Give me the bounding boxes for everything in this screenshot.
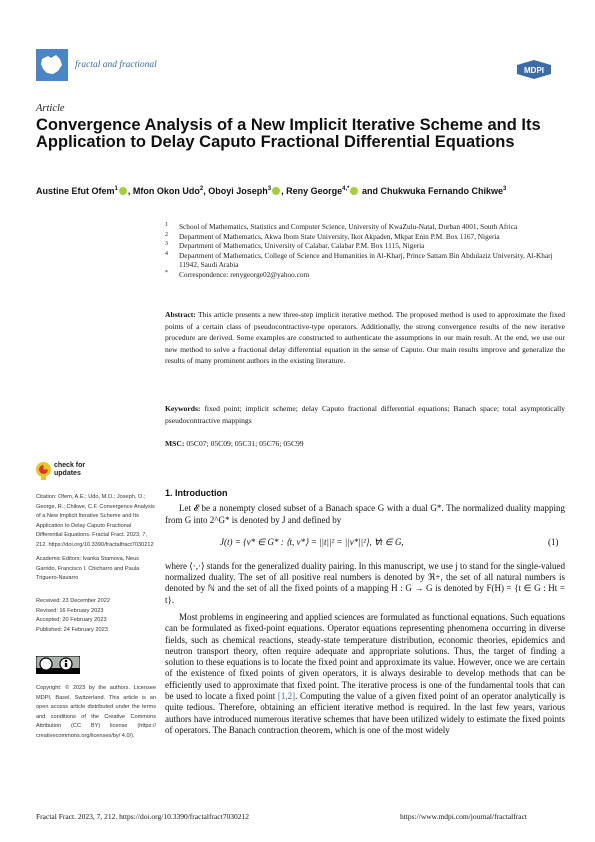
journal-logo [36, 49, 68, 81]
section-heading: 1. Introduction [165, 488, 228, 498]
affiliation-text: Department of Mathematics, Akwa Ibom State University, Ikot Akpaden, Mkpat Enin P.M. Box 1167, Nigeria [179, 231, 500, 241]
affiliation-text: School of Mathematics, Statistics and Computer Science, University of KwaZulu-Natal, Durban 4001, South Africa [179, 222, 518, 231]
equation-number: (1) [548, 537, 559, 547]
affiliation-item [165, 241, 565, 251]
affiliation-number: * [165, 269, 168, 276]
affiliation-item [165, 222, 565, 232]
citation-block: Citation: Ofem, A.E.; Udo, M.O.; Joseph, O.; George, R.; Chikwe, C.F. Convergence Analysis of a New Implicit Iterative Scheme and Its Application to Delay Caputo Fractional Differential Equations. Fractal Fract. 2023, 7, 212. https://doi.org/10.3390/fractalfract7030212 [36, 494, 155, 548]
copyright-notice: Copyright: © 2023 by the authors. Licensee MDPI, Basel, Switzerland. This article is an open access article distributed under the terms and conditions of the Creative Commons Attribution (CC BY) license (https:// creativecommons.org/licenses/by/ 4.0/). [36, 685, 156, 739]
msc-codes [165, 438, 565, 450]
paragraph-text: . Computing the value of a given fixed point of an operator analytically is quite tedious. Therefore, obtaining an efficient iterative method is required. In the last few years, various authors have introduced numerous iterative schemes that have been utilized widely to estimate the fixed points of operators. The Banach contraction theorem, which is one of the most widely [165, 691, 565, 735]
publication-dates [36, 597, 156, 635]
citation-link[interactable]: [1,2] [277, 691, 296, 702]
svg-text:MDPI: MDPI [524, 66, 544, 75]
affiliation-item [165, 251, 565, 270]
check-for-updates-icon[interactable] [36, 462, 51, 480]
article-type: Article [36, 103, 65, 114]
paper-title: Convergence Analysis of a New Implicit Iterative Scheme and Its Application to Delay Caputo Fractional Differential Equations [36, 116, 541, 151]
keywords [165, 403, 565, 426]
date-accepted: Accepted: 20 February 2023 [36, 617, 107, 623]
author-list: Austine Efut Ofem$^1$ , Mfon Okon Udo$^2$, Oboyi Joseph$^3$ , Reny George$^{4,*}$ and Chukwuka Fernando Chikwe$^3$ [36, 186, 507, 196]
footer-citation[interactable]: Fractal Fract. 2023, 7, 212. https://doi.org/10.3390/fractalfract7030212 [36, 812, 249, 821]
mdpi-logo [517, 60, 551, 79]
paragraph-text: Most problems in engineering and applied sciences are formulated as functional equations. Such equations can be formulated as fixed-point equations. Operator equations representing phenomena occurring in diverse fields, such as chemical reactions, steady-state temperature distribution, economic theories, epidemics and neutron transport theory, often require adequate and appropriate solutions. Thus, the target of finding a solution to these equations is to locate the fixed point and approximate its value. However, once we are certain of the existence of fixed points of given operators, it is always desirable to develop methods that can be efficiently used to approximate that fixed point. The iterative process is one of the fundamental tools that can be used to locate a fixed point [165, 612, 565, 702]
intro-paragraph: where ⟨·,·⟩ stands for the generalized duality pairing. In this manuscript, we use j to stand for the single-valued normalized duality. The set of all positive real numbers is denoted by ℜ+, the set of all natural numbers is denoted by ℕ and the set of all the fixed points of a mapping H : G → G is denoted by F(H) = {t ∈ G : Ht = t}. [165, 561, 565, 605]
affiliation-item [165, 232, 565, 242]
author-affiliation-sup: 2 [199, 186, 204, 192]
author-affiliation-sup: 1 [114, 186, 118, 192]
orcid-icon[interactable] [350, 187, 358, 195]
affiliation-number: 2 [165, 231, 168, 238]
author-affiliation-sup: 3 [267, 186, 272, 192]
orcid-icon[interactable] [272, 187, 280, 195]
footer-journal-url[interactable]: https://www.mdpi.com/journal/fractalfract [400, 812, 527, 821]
correspondence-email[interactable]: Correspondence: renygeorge02@yahoo.com [179, 269, 310, 279]
affiliation-text: Department of Mathematics, University of Calabar, Calabar P.M. Box 1115, Nigeria [179, 241, 425, 251]
date-published: Published: 24 February 2023 [36, 626, 108, 633]
check-for-updates-button[interactable] [54, 462, 85, 478]
affiliation-number: 1 [165, 222, 168, 228]
correspondence [165, 270, 565, 280]
author-affiliation-sup: 4,* [342, 186, 350, 192]
keywords-label: Keywords: [165, 404, 201, 413]
author-name[interactable]: Chukwuka Fernando Chikwe [380, 186, 504, 196]
abstract-label: Abstract: [165, 310, 196, 319]
author-name[interactable]: Reny George [286, 186, 343, 196]
check-updates-line2: updates [54, 470, 81, 477]
date-received: Received: 23 December 2022 [36, 598, 111, 604]
msc-label: MSC: [165, 439, 185, 448]
affiliation-number: 3 [165, 241, 168, 248]
author-affiliation-sup: 3 [503, 186, 507, 192]
intro-paragraph [165, 612, 565, 736]
keywords-text: fixed point; implicit scheme; delay Caputo fractional differential equations; Banach space; total asymptotically pseudocontractive mappings [165, 404, 565, 425]
orcid-icon[interactable] [119, 187, 127, 195]
msc-text: 05C07; 05C09; 05C31; 05C76; 05C99 [186, 439, 304, 448]
affiliations [165, 222, 565, 280]
equation: J(t) = {v* ∈ G* : ⟨t, v*⟩ = ||t||² = ||v*||²}, ∀t ∈ G, [220, 537, 404, 547]
date-revised: Revised: 16 February 2023 [36, 607, 104, 614]
affiliation-text: Department of Mathematics, College of Science and Humanities in Al-Kharj, Prince Sattam Bin Abdulaziz University, Al-Kharj 11942, Saudi Arabia [179, 250, 553, 270]
journal-name: fractal and fractional [75, 60, 157, 70]
affiliation-number: 4 [165, 250, 168, 257]
intro-paragraph: Let 𝓔 be a nonempty closed subset of a Banach space G with a dual G*. The normalized duality mapping from G into 2^G* is denoted by J and defined by [165, 503, 565, 525]
abstract [165, 309, 565, 367]
abstract-text: This article presents a new three-step implicit iterative method. The proposed method is used to approximate the fixed points of a certain class of pseudocontractive-type operators. Additionally, the strong convergence results of the new iterative procedure are derived. Some examples are constructed to authenticate the assumptions in our main result. At the end, we use our new method to solve a fractional delay differential equation in the sense of Caputo. Our main results improve and generalize the results of many prominent authors in the existing literature. [165, 310, 565, 366]
author-name[interactable]: Oboyi Joseph [208, 186, 268, 196]
cc-by-license-icon[interactable] [36, 656, 80, 674]
author-name[interactable]: Mfon Okon Udo [132, 186, 200, 196]
check-updates-line1: check for [54, 462, 86, 469]
academic-editors: Academic Editors: Ivanka Stamova, Neus Garrido, Francisco I. Chicharro and Paula Triguero-Navarro [36, 556, 140, 581]
author-name[interactable]: Austine Efut Ofem [36, 186, 115, 196]
